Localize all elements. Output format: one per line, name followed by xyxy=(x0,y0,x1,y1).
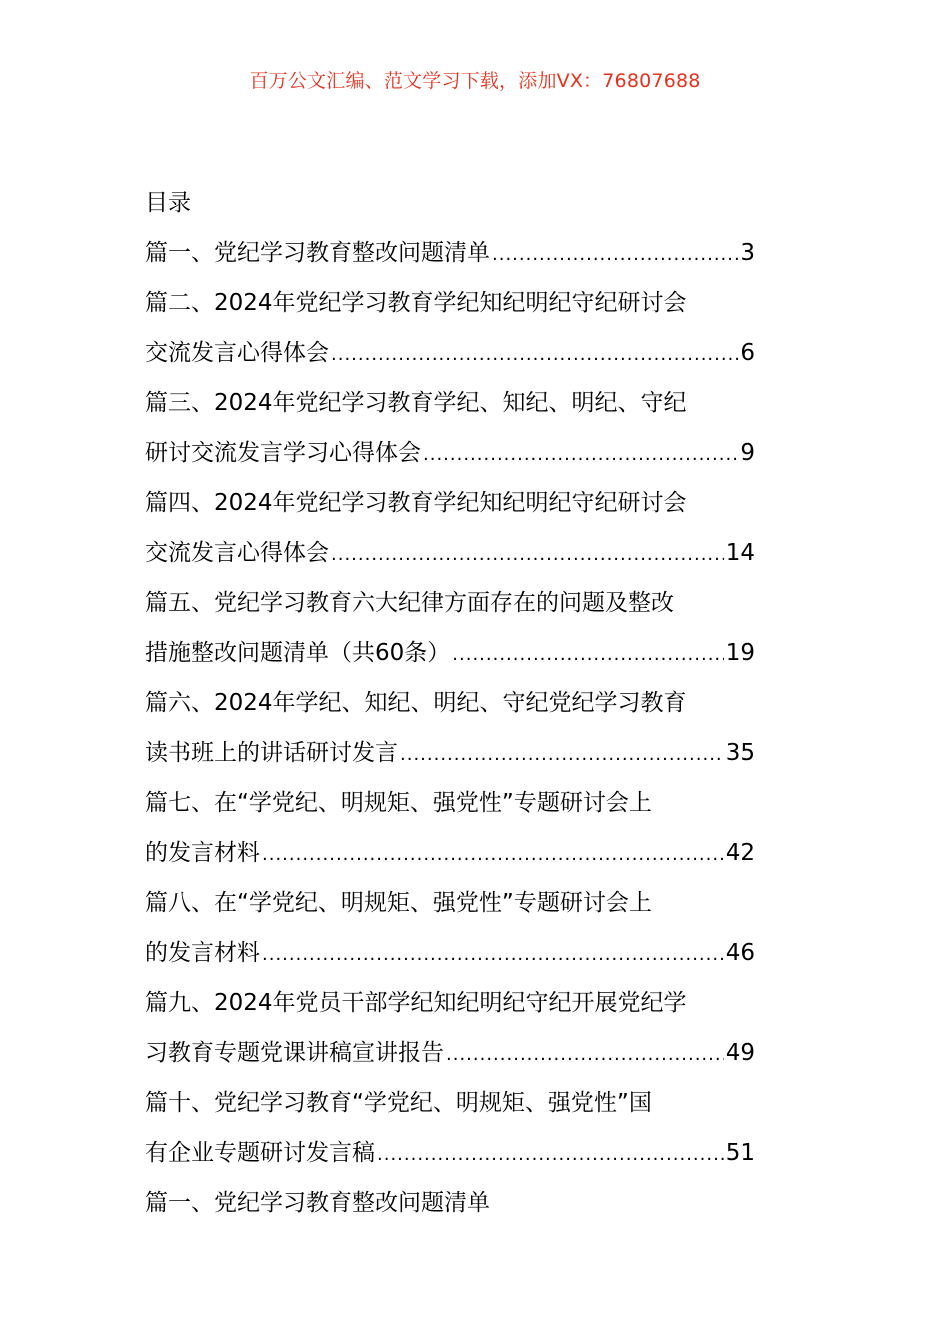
toc-entry-title: 交流发言心得体会 xyxy=(145,340,329,366)
toc-page-number: 42 xyxy=(725,840,755,866)
toc-page-number: 6 xyxy=(740,340,755,366)
dot-leader xyxy=(492,230,738,280)
toc-entry-title: 交流发言心得体会 xyxy=(145,540,329,566)
toc-entry[interactable] xyxy=(145,628,755,678)
dot-leader xyxy=(262,830,724,880)
dot-leader xyxy=(377,1130,724,1180)
toc-entry-title: 有企业专题研讨发言稿 xyxy=(145,1140,375,1166)
toc-entry-title: 习教育专题党课讲稿宣讲报告 xyxy=(145,1040,444,1066)
toc-entry-title: 篇一、党纪学习教育整改问题清单 xyxy=(145,240,490,266)
toc-entry[interactable] xyxy=(145,828,755,878)
toc-entry-title-line[interactable]: 篇五、党纪学习教育六大纪律方面存在的问题及整改 xyxy=(145,590,674,616)
toc-entry-title-line[interactable]: 篇四、2024年党纪学习教育学纪知纪明纪守纪研讨会 xyxy=(145,490,687,516)
toc-entry-title-line[interactable]: 篇十、党纪学习教育“学党纪、明规矩、强党性”国 xyxy=(145,1090,652,1116)
toc-entry[interactable] xyxy=(145,528,755,578)
promo-header: 百万公文汇编、范文学习下载，添加VX：76807688 xyxy=(249,70,701,92)
toc-entry-title-line[interactable]: 篇八、在“学党纪、明规矩、强党性”专题研讨会上 xyxy=(145,890,652,916)
toc-entry[interactable] xyxy=(145,228,755,278)
toc-entry-title-line[interactable]: 篇九、2024年党员干部学纪知纪明纪守纪开展党纪学 xyxy=(145,990,687,1016)
toc-entry-title: 措施整改问题清单（共60条） xyxy=(145,640,451,666)
toc-page-number: 3 xyxy=(740,240,755,266)
toc-entry[interactable] xyxy=(145,728,755,778)
toc-entry-title: 研讨交流发言学习心得体会 xyxy=(145,440,421,466)
toc-entry-title: 读书班上的讲话研讨发言 xyxy=(145,740,398,766)
toc-entry-title-line[interactable]: 篇六、2024年学纪、知纪、明纪、守纪党纪学习教育 xyxy=(145,690,687,716)
dot-leader xyxy=(331,530,724,580)
dot-leader xyxy=(262,930,724,980)
toc-entry-title: 的发言材料 xyxy=(145,940,260,966)
dot-leader xyxy=(331,330,738,380)
toc-entry[interactable] xyxy=(145,928,755,978)
toc-entry[interactable] xyxy=(145,1028,755,1078)
toc-entry-title: 的发言材料 xyxy=(145,840,260,866)
toc-title: 目录 xyxy=(145,190,191,216)
toc-page-number: 14 xyxy=(725,540,755,566)
toc-entry-title-line[interactable]: 篇二、2024年党纪学习教育学纪知纪明纪守纪研讨会 xyxy=(145,290,687,316)
toc-page-number: 49 xyxy=(725,1040,755,1066)
dot-leader xyxy=(446,1030,724,1080)
document-body xyxy=(145,178,755,1228)
toc-entry-title-line[interactable]: 篇三、2024年党纪学习教育学纪、知纪、明纪、守纪 xyxy=(145,390,687,416)
toc-page-number: 19 xyxy=(725,640,755,666)
toc-page-number: 9 xyxy=(740,440,755,466)
toc-page-number: 46 xyxy=(725,940,755,966)
toc-entry-title-line[interactable]: 篇七、在“学党纪、明规矩、强党性”专题研讨会上 xyxy=(145,790,652,816)
toc-page-number: 35 xyxy=(725,740,755,766)
dot-leader xyxy=(452,630,723,680)
section-heading: 篇一、党纪学习教育整改问题清单 xyxy=(145,1190,490,1216)
dot-leader xyxy=(400,730,724,780)
toc-page-number: 51 xyxy=(725,1140,755,1166)
toc-entry[interactable] xyxy=(145,328,755,378)
toc-entry[interactable] xyxy=(145,1128,755,1178)
toc-entry[interactable] xyxy=(145,428,755,478)
dot-leader xyxy=(423,430,738,480)
